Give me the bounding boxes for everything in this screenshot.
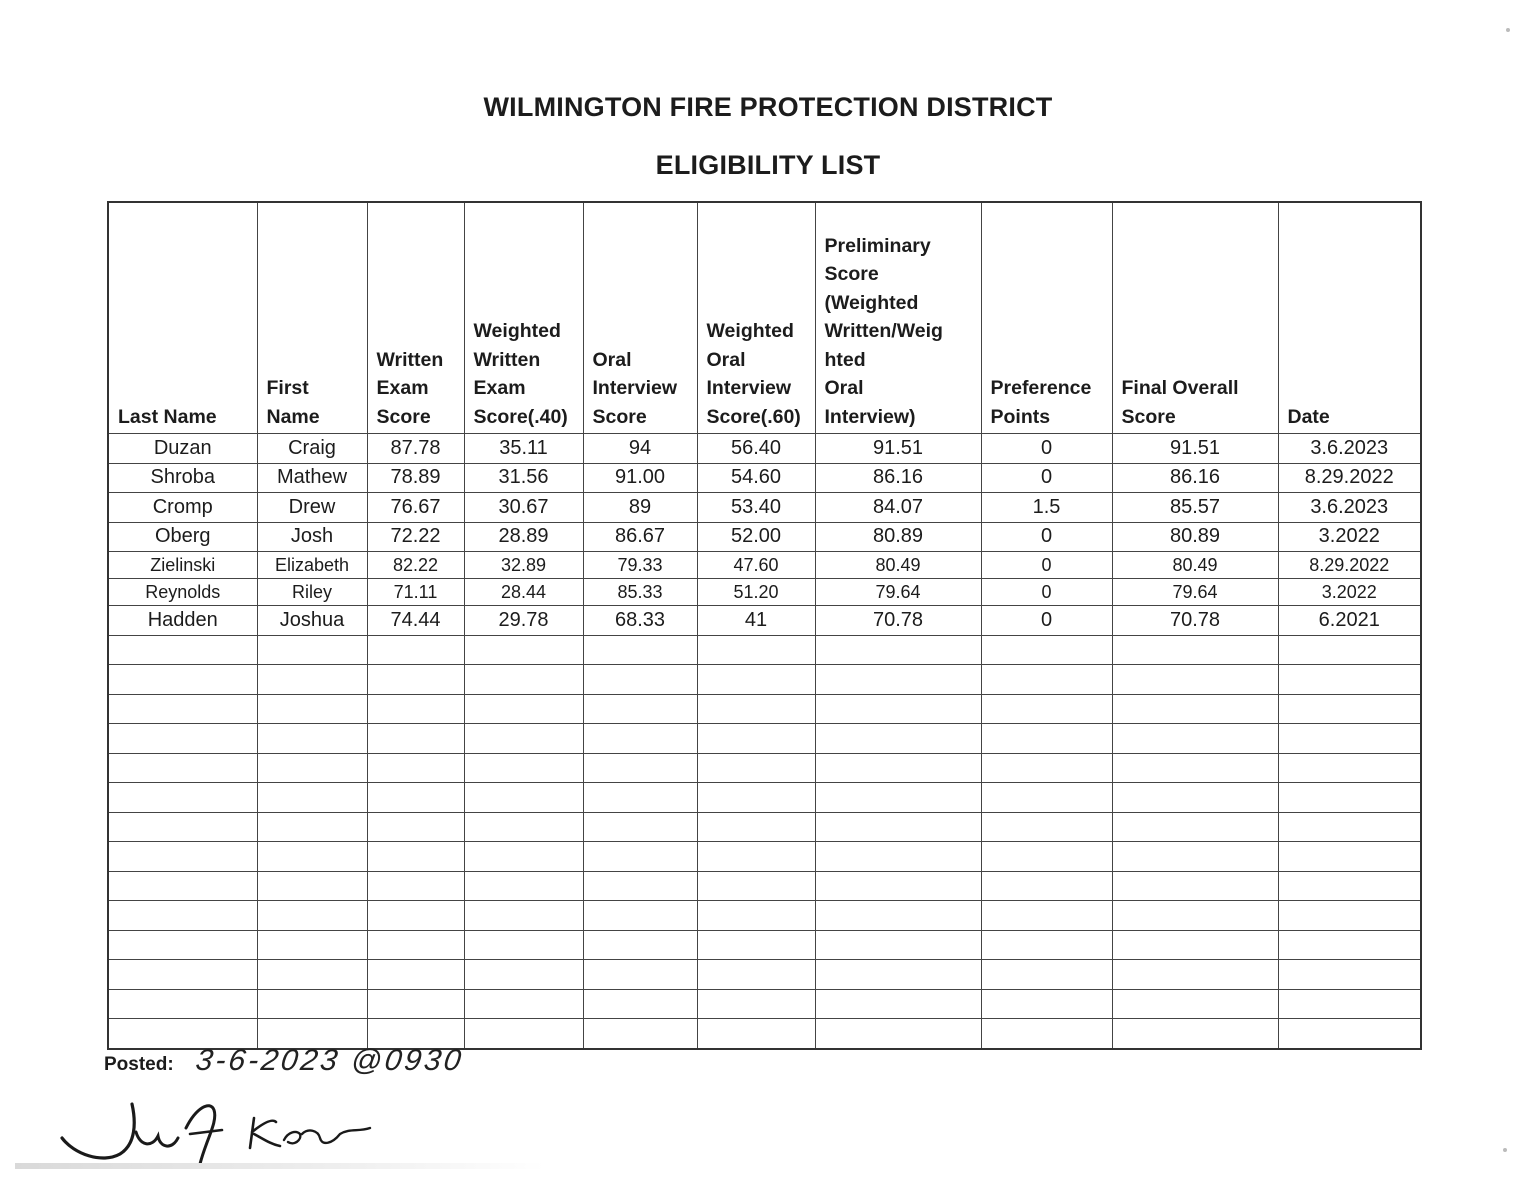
cell-weighted-written-score: 30.67 — [464, 493, 583, 523]
empty-cell — [367, 871, 464, 901]
empty-cell — [464, 694, 583, 724]
cell-first-name: Riley — [257, 579, 367, 606]
empty-cell — [367, 842, 464, 872]
empty-cell — [367, 753, 464, 783]
cell-oral-interview-score: 89 — [583, 493, 697, 523]
empty-cell — [697, 724, 815, 754]
empty-cell — [1278, 665, 1421, 695]
empty-cell — [1112, 842, 1278, 872]
cell-written-exam-score: 87.78 — [367, 434, 464, 464]
empty-cell — [464, 635, 583, 665]
empty-cell — [1278, 812, 1421, 842]
empty-cell — [1112, 665, 1278, 695]
empty-cell — [981, 812, 1112, 842]
cell-preference-points: 0 — [981, 463, 1112, 493]
table-row — [108, 552, 1421, 579]
empty-cell — [1112, 901, 1278, 931]
empty-cell — [981, 871, 1112, 901]
empty-cell — [815, 665, 981, 695]
empty-cell — [981, 694, 1112, 724]
table-row — [108, 463, 1421, 493]
empty-cell — [1278, 694, 1421, 724]
empty-cell — [1278, 724, 1421, 754]
empty-cell — [697, 1019, 815, 1049]
cell-weighted-oral-score: 54.60 — [697, 463, 815, 493]
cell-weighted-oral-score: 52.00 — [697, 522, 815, 552]
cell-final-overall-score: 79.64 — [1112, 579, 1278, 606]
empty-cell — [464, 930, 583, 960]
empty-cell — [1112, 930, 1278, 960]
cell-last-name: Duzan — [108, 434, 257, 464]
empty-cell — [464, 783, 583, 813]
cell-written-exam-score: 72.22 — [367, 522, 464, 552]
empty-table-row — [108, 694, 1421, 724]
empty-cell — [583, 812, 697, 842]
cell-weighted-written-score: 32.89 — [464, 552, 583, 579]
empty-cell — [697, 989, 815, 1019]
cell-oral-interview-score: 85.33 — [583, 579, 697, 606]
empty-cell — [257, 989, 367, 1019]
table-row — [108, 434, 1421, 464]
cell-last-name: Zielinski — [108, 552, 257, 579]
cell-weighted-written-score: 29.78 — [464, 606, 583, 636]
empty-cell — [257, 871, 367, 901]
cell-weighted-written-score: 31.56 — [464, 463, 583, 493]
empty-cell — [583, 665, 697, 695]
empty-cell — [815, 635, 981, 665]
cell-preference-points: 0 — [981, 606, 1112, 636]
empty-cell — [697, 960, 815, 990]
empty-cell — [1112, 783, 1278, 813]
empty-cell — [257, 960, 367, 990]
cell-preference-points: 0 — [981, 552, 1112, 579]
cell-last-name: Cromp — [108, 493, 257, 523]
cell-weighted-written-score: 35.11 — [464, 434, 583, 464]
empty-cell — [981, 665, 1112, 695]
col-header-oral-interview-score: Oral Interview Score — [583, 202, 697, 434]
cell-preference-points: 0 — [981, 522, 1112, 552]
empty-cell — [697, 842, 815, 872]
empty-cell — [1278, 842, 1421, 872]
cell-preference-points: 1.5 — [981, 493, 1112, 523]
empty-cell — [697, 812, 815, 842]
cell-first-name: Josh — [257, 522, 367, 552]
empty-cell — [257, 665, 367, 695]
empty-table-row — [108, 930, 1421, 960]
empty-cell — [367, 901, 464, 931]
cell-final-overall-score: 80.89 — [1112, 522, 1278, 552]
empty-cell — [464, 812, 583, 842]
empty-cell — [1278, 753, 1421, 783]
cell-final-overall-score: 86.16 — [1112, 463, 1278, 493]
empty-cell — [697, 901, 815, 931]
cell-preliminary-score: 84.07 — [815, 493, 981, 523]
cell-final-overall-score: 80.49 — [1112, 552, 1278, 579]
cell-last-name: Shroba — [108, 463, 257, 493]
cell-date: 3.2022 — [1278, 522, 1421, 552]
empty-cell — [697, 665, 815, 695]
cell-last-name: Hadden — [108, 606, 257, 636]
empty-cell — [1278, 1019, 1421, 1049]
empty-cell — [981, 783, 1112, 813]
empty-cell — [697, 753, 815, 783]
empty-cell — [1278, 635, 1421, 665]
col-header-preference-points: Preference Points — [981, 202, 1112, 434]
cell-weighted-written-score: 28.89 — [464, 522, 583, 552]
empty-cell — [108, 901, 257, 931]
cell-weighted-oral-score: 51.20 — [697, 579, 815, 606]
empty-cell — [257, 783, 367, 813]
empty-cell — [815, 724, 981, 754]
cell-preference-points: 0 — [981, 434, 1112, 464]
cell-preliminary-score: 80.89 — [815, 522, 981, 552]
empty-cell — [1278, 930, 1421, 960]
empty-cell — [815, 783, 981, 813]
empty-cell — [583, 842, 697, 872]
empty-cell — [108, 871, 257, 901]
scan-artifact — [15, 1163, 545, 1169]
empty-cell — [464, 989, 583, 1019]
empty-cell — [464, 724, 583, 754]
cell-written-exam-score: 76.67 — [367, 493, 464, 523]
empty-cell — [1112, 753, 1278, 783]
empty-cell — [257, 694, 367, 724]
empty-cell — [464, 1019, 583, 1049]
col-header-preliminary-score: Preliminary Score (Weighted Written/Weig hted Oral Interview) — [815, 202, 981, 434]
cell-final-overall-score: 91.51 — [1112, 434, 1278, 464]
empty-table-row — [108, 665, 1421, 695]
empty-cell — [815, 842, 981, 872]
empty-cell — [697, 694, 815, 724]
empty-cell — [583, 694, 697, 724]
empty-cell — [367, 930, 464, 960]
empty-cell — [981, 753, 1112, 783]
cell-weighted-written-score: 28.44 — [464, 579, 583, 606]
empty-cell — [1112, 871, 1278, 901]
cell-date: 3.6.2023 — [1278, 434, 1421, 464]
empty-cell — [108, 783, 257, 813]
empty-cell — [108, 812, 257, 842]
empty-cell — [464, 753, 583, 783]
col-header-written-exam-score: Written Exam Score — [367, 202, 464, 434]
cell-final-overall-score: 70.78 — [1112, 606, 1278, 636]
empty-cell — [108, 960, 257, 990]
empty-cell — [367, 665, 464, 695]
cell-first-name: Drew — [257, 493, 367, 523]
empty-cell — [367, 783, 464, 813]
empty-cell — [1112, 812, 1278, 842]
cell-weighted-oral-score: 56.40 — [697, 434, 815, 464]
empty-cell — [108, 694, 257, 724]
empty-table-row — [108, 871, 1421, 901]
empty-cell — [367, 812, 464, 842]
empty-cell — [583, 1019, 697, 1049]
cell-oral-interview-score: 79.33 — [583, 552, 697, 579]
empty-cell — [367, 635, 464, 665]
empty-cell — [815, 930, 981, 960]
empty-cell — [108, 930, 257, 960]
empty-cell — [981, 635, 1112, 665]
col-header-weighted-oral-score: Weighted Oral Interview Score(.60) — [697, 202, 815, 434]
empty-cell — [1278, 783, 1421, 813]
cell-written-exam-score: 74.44 — [367, 606, 464, 636]
empty-table-row — [108, 842, 1421, 872]
empty-cell — [367, 989, 464, 1019]
cell-oral-interview-score: 94 — [583, 434, 697, 464]
cell-date: 6.2021 — [1278, 606, 1421, 636]
cell-first-name: Mathew — [257, 463, 367, 493]
empty-cell — [815, 694, 981, 724]
empty-cell — [257, 812, 367, 842]
empty-table-row — [108, 812, 1421, 842]
empty-cell — [108, 989, 257, 1019]
eligibility-table — [107, 201, 1422, 1050]
empty-cell — [697, 783, 815, 813]
col-header-weighted-written-score: Weighted Written Exam Score(.40) — [464, 202, 583, 434]
empty-cell — [815, 989, 981, 1019]
empty-cell — [257, 901, 367, 931]
empty-cell — [981, 989, 1112, 1019]
empty-cell — [257, 724, 367, 754]
empty-cell — [1278, 871, 1421, 901]
empty-cell — [1112, 635, 1278, 665]
cell-preference-points: 0 — [981, 579, 1112, 606]
empty-cell — [583, 930, 697, 960]
cell-preliminary-score: 80.49 — [815, 552, 981, 579]
empty-table-row — [108, 901, 1421, 931]
col-header-date: Date — [1278, 202, 1421, 434]
empty-cell — [981, 960, 1112, 990]
cell-preliminary-score: 79.64 — [815, 579, 981, 606]
cell-weighted-oral-score: 41 — [697, 606, 815, 636]
empty-cell — [1278, 989, 1421, 1019]
cell-oral-interview-score: 91.00 — [583, 463, 697, 493]
empty-cell — [367, 694, 464, 724]
empty-cell — [257, 635, 367, 665]
empty-cell — [1112, 724, 1278, 754]
document-subtitle: ELIGIBILITY LIST — [655, 150, 881, 180]
empty-cell — [1112, 694, 1278, 724]
cell-final-overall-score: 85.57 — [1112, 493, 1278, 523]
empty-cell — [981, 724, 1112, 754]
cell-last-name: Oberg — [108, 522, 257, 552]
cell-first-name: Joshua — [257, 606, 367, 636]
empty-cell — [464, 871, 583, 901]
signature-image — [40, 1088, 400, 1168]
cell-written-exam-score: 71.11 — [367, 579, 464, 606]
cell-date: 3.6.2023 — [1278, 493, 1421, 523]
empty-cell — [697, 930, 815, 960]
cell-written-exam-score: 82.22 — [367, 552, 464, 579]
scan-speck — [1503, 1148, 1507, 1152]
empty-cell — [815, 1019, 981, 1049]
empty-cell — [108, 842, 257, 872]
cell-date: 8.29.2022 — [1278, 552, 1421, 579]
empty-cell — [697, 871, 815, 901]
empty-table-row — [108, 783, 1421, 813]
empty-cell — [815, 812, 981, 842]
cell-weighted-oral-score: 53.40 — [697, 493, 815, 523]
empty-cell — [981, 1019, 1112, 1049]
cell-last-name: Reynolds — [108, 579, 257, 606]
cell-preliminary-score: 70.78 — [815, 606, 981, 636]
empty-cell — [464, 960, 583, 990]
cell-first-name: Elizabeth — [257, 552, 367, 579]
col-header-final-overall-score: Final Overall Score — [1112, 202, 1278, 434]
empty-cell — [583, 960, 697, 990]
empty-cell — [1112, 989, 1278, 1019]
empty-cell — [1112, 960, 1278, 990]
cell-preliminary-score: 86.16 — [815, 463, 981, 493]
empty-cell — [108, 724, 257, 754]
empty-cell — [108, 635, 257, 665]
empty-cell — [464, 901, 583, 931]
table-row — [108, 522, 1421, 552]
empty-cell — [583, 635, 697, 665]
empty-cell — [697, 635, 815, 665]
cell-first-name: Craig — [257, 434, 367, 464]
col-header-last-name: Last Name — [108, 202, 257, 434]
empty-cell — [1112, 1019, 1278, 1049]
cell-preliminary-score: 91.51 — [815, 434, 981, 464]
empty-cell — [257, 753, 367, 783]
empty-cell — [108, 753, 257, 783]
empty-cell — [464, 842, 583, 872]
empty-cell — [815, 901, 981, 931]
scan-speck — [1506, 28, 1510, 32]
empty-cell — [583, 753, 697, 783]
empty-cell — [464, 665, 583, 695]
empty-table-row — [108, 989, 1421, 1019]
posted-line — [104, 1044, 466, 1078]
cell-weighted-oral-score: 47.60 — [697, 552, 815, 579]
empty-cell — [981, 930, 1112, 960]
table-row — [108, 579, 1421, 606]
empty-cell — [257, 930, 367, 960]
empty-cell — [367, 724, 464, 754]
empty-cell — [108, 665, 257, 695]
empty-cell — [1278, 960, 1421, 990]
empty-cell — [815, 753, 981, 783]
empty-cell — [981, 901, 1112, 931]
posted-handwritten-date: 3-6-2023 @0930 — [193, 1044, 466, 1077]
empty-cell — [981, 842, 1112, 872]
cell-oral-interview-score: 86.67 — [583, 522, 697, 552]
cell-oral-interview-score: 68.33 — [583, 606, 697, 636]
table-header-row — [108, 202, 1421, 434]
cell-written-exam-score: 78.89 — [367, 463, 464, 493]
empty-table-row — [108, 753, 1421, 783]
empty-cell — [1278, 901, 1421, 931]
empty-table-row — [108, 724, 1421, 754]
empty-cell — [583, 901, 697, 931]
col-header-first-name: First Name — [257, 202, 367, 434]
empty-table-row — [108, 960, 1421, 990]
empty-cell — [257, 842, 367, 872]
posted-label: Posted: — [104, 1054, 174, 1075]
empty-cell — [583, 989, 697, 1019]
cell-date: 3.2022 — [1278, 579, 1421, 606]
document-title: WILMINGTON FIRE PROTECTION DISTRICT — [483, 92, 1053, 122]
cell-date: 8.29.2022 — [1278, 463, 1421, 493]
table-row — [108, 606, 1421, 636]
empty-cell — [583, 871, 697, 901]
empty-cell — [583, 724, 697, 754]
empty-cell — [367, 960, 464, 990]
empty-cell — [815, 960, 981, 990]
empty-table-row — [108, 635, 1421, 665]
table-row — [108, 493, 1421, 523]
empty-cell — [583, 783, 697, 813]
empty-cell — [815, 871, 981, 901]
